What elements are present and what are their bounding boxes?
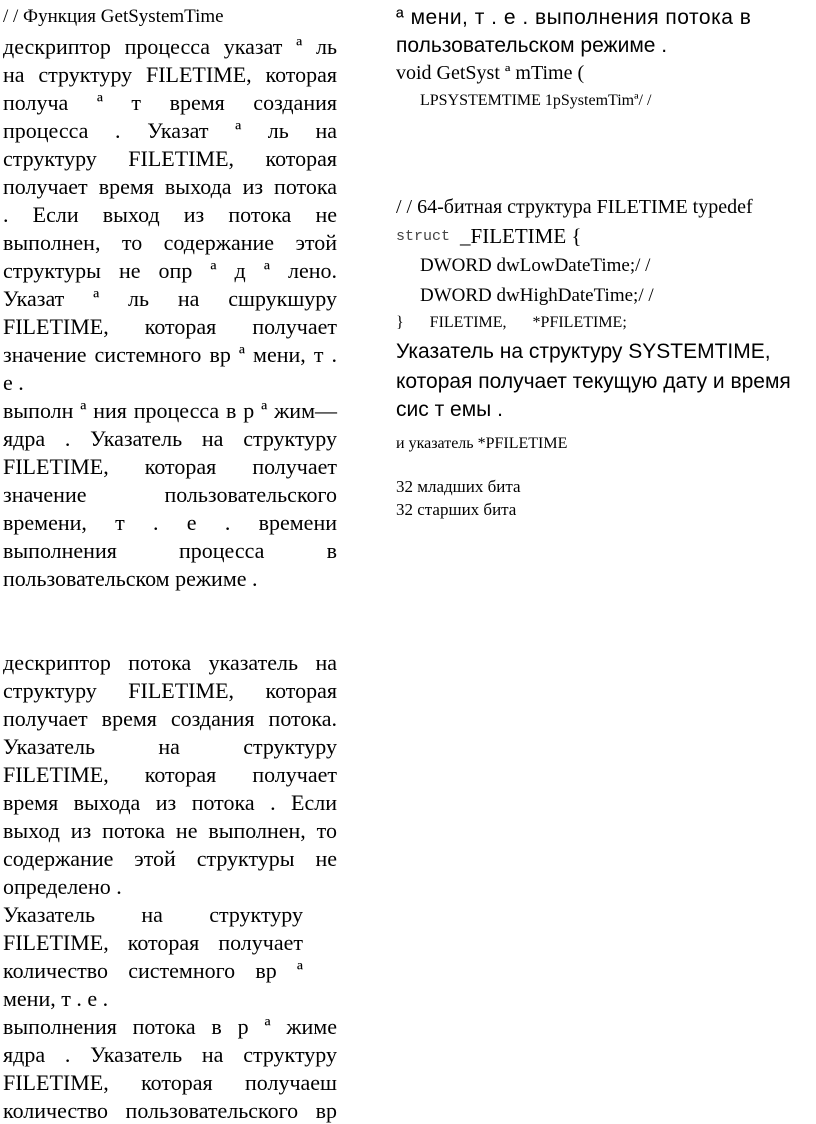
continued-line: пользовательском режиме .: [396, 34, 668, 57]
text-line: мени, т . е .: [3, 986, 109, 1011]
text-line: количество пользовательского вр: [3, 1098, 337, 1123]
text-line: выход из потока не выполнен, то: [3, 818, 337, 843]
systemtime-desc: которая получает текущую дату и время: [396, 370, 791, 393]
text-line: времени, т . е . времени: [3, 510, 337, 535]
text-line: получает время выхода из потока: [3, 174, 337, 199]
pointer-note: и указатель *PFILETIME: [396, 435, 568, 452]
text-line: FILETIME, которая получает: [3, 454, 337, 479]
text-line: значение системного вр ª мени, т .: [3, 342, 337, 367]
text-line: FILETIME, которая получает: [3, 762, 337, 787]
text-line: количество системного вр ª: [3, 958, 303, 983]
text-line: структуру FILETIME, которая: [3, 678, 337, 703]
text-line: структуры не опр ª д ª лено.: [3, 258, 337, 283]
text-line: процесса . Указат ª ль на: [3, 118, 337, 143]
text-line: дескриптор процесса указат ª ль: [3, 34, 337, 59]
struct-declaration: [396, 224, 582, 249]
text-line: получает время создания потока.: [3, 706, 337, 731]
text-line: FILETIME, которая получает: [3, 930, 303, 955]
struct-field-low: DWORD dwLowDateTime;/ /: [420, 255, 651, 276]
low-bits-note: 32 младших бита: [396, 477, 521, 496]
systemtime-desc: Указатель на структуру SYSTEMTIME,: [396, 340, 771, 363]
text-line: значение пользовательского: [3, 482, 337, 507]
high-bits-note: 32 старших бита: [396, 500, 517, 519]
function-parameter: LPSYSTEMTIME 1pSystemTimª/ /: [420, 92, 652, 109]
text-line: ядра . Указатель на структуру: [3, 426, 337, 451]
systemtime-desc: сис т емы .: [396, 398, 503, 421]
text-line: Указатель на структуру: [3, 734, 337, 759]
text-line: Указатель на структуру: [3, 902, 303, 927]
struct-comment: / / 64-битная структура FILETIME typedef: [396, 196, 753, 218]
text-line: ядра . Указатель на структуру: [3, 1042, 337, 1067]
text-line: FILETIME, которая получаеш: [3, 1070, 337, 1095]
text-line: определено .: [3, 874, 122, 899]
text-line: содержание этой структуры не: [3, 846, 337, 871]
text-line: пользовательском режиме .: [3, 566, 258, 591]
text-line: . Если выход из потока не: [3, 202, 337, 227]
text-line: на структуру FILETIME, которая: [3, 62, 337, 87]
text-line: получа ª т время создания: [3, 90, 337, 115]
text-line: дескриптор потока указатель на: [3, 650, 337, 675]
struct-closing: } FILETIME, *PFILETIME;: [396, 314, 627, 331]
struct-name: _FILETIME {: [460, 224, 582, 248]
text-line: выполнен, то содержание этой: [3, 230, 337, 255]
text-line: выполнения потока в р ª жиме: [3, 1014, 337, 1039]
text-line: выполн ª ния процесса в р ª жим—: [3, 398, 337, 423]
struct-field-high: DWORD dwHighDateTime;/ /: [420, 285, 654, 306]
function-signature: void GetSyst ª mTime (: [396, 62, 585, 84]
text-line: структуру FILETIME, которая: [3, 146, 337, 171]
function-header: / / Функция GetSystemTime: [3, 6, 224, 27]
text-line: FILETIME, которая получает: [3, 314, 337, 339]
struct-keyword: struct: [396, 228, 451, 245]
text-line: е .: [3, 370, 24, 395]
text-line: выполнения процесса в: [3, 538, 337, 563]
text-line: Указат ª ль на сшрукшуру: [3, 286, 337, 311]
continued-line: ª мени, т . е . выполнения потока в: [396, 6, 752, 29]
text-line: время выхода из потока . Если: [3, 790, 337, 815]
